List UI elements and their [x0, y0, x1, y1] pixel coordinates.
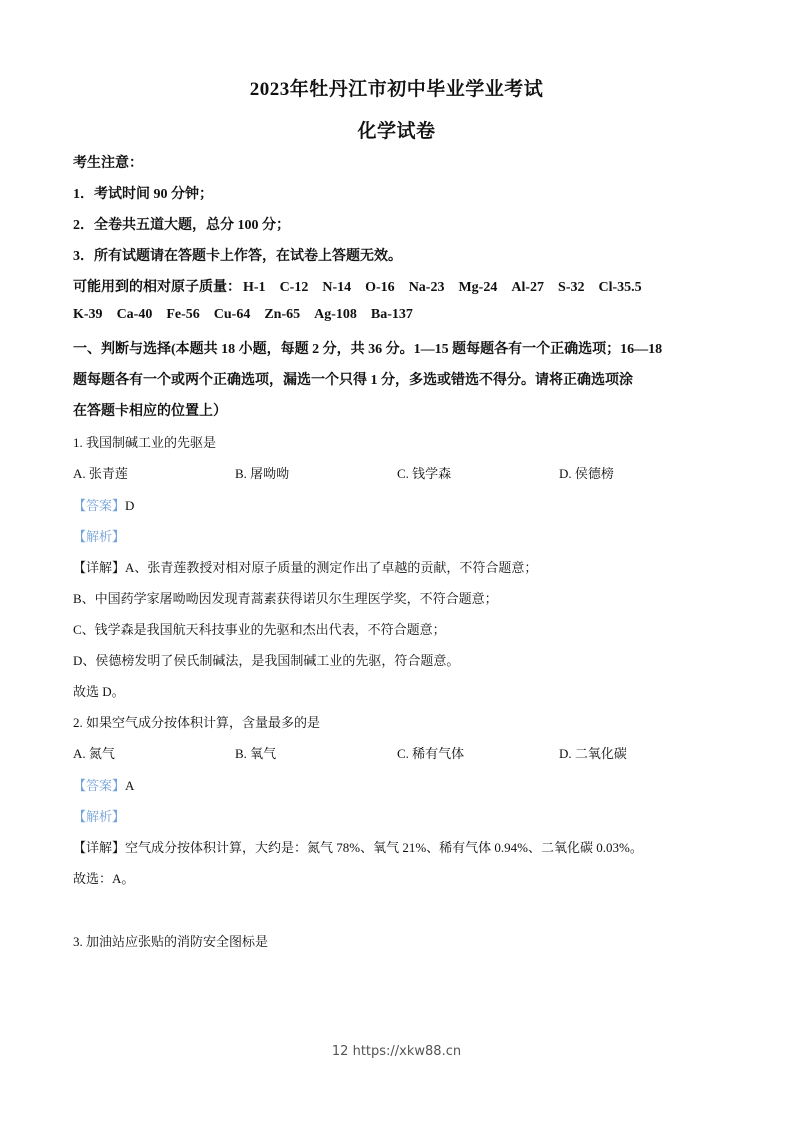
q2-option-a: A. 氮气 [73, 746, 115, 761]
question-1-answer [73, 495, 134, 514]
answer-tag: 【答案】 [73, 778, 126, 793]
q1-option-b: B. 屠呦呦 [235, 466, 290, 481]
mass-c: C-12 [279, 280, 309, 295]
question-2-conclusion: 故选：A。 [73, 871, 135, 886]
detail-tag: 【详解】 [73, 560, 126, 575]
atomic-mass-line-2 [73, 307, 427, 323]
mass-al: Al-27 [511, 280, 545, 295]
question-2-answer [73, 775, 134, 794]
mass-ag: Ag-108 [314, 307, 357, 322]
mass-cl: Cl-35.5 [598, 280, 642, 295]
atomic-mass-label: 可能用到的相对原子质量： [73, 280, 241, 295]
mass-mg: Mg-24 [458, 280, 498, 295]
notice-heading: 考生注意： [73, 156, 143, 171]
mass-ca: Ca-40 [116, 307, 153, 322]
analysis-tag: 【解析】 [73, 529, 126, 544]
question-1-stem: 1. 我国制碱工业的先驱是 [73, 435, 217, 450]
answer-value: D [125, 498, 135, 513]
exam-title: 2023年牡丹江市初中毕业学业考试 [249, 79, 544, 100]
detail-text: A、张青莲教授对相对原子质量的测定作出了卓越的贡献，不符合题意； [125, 560, 538, 575]
page-footer: 12 https://xkw88.cn [331, 1044, 462, 1059]
question-2-detail [73, 837, 643, 856]
mass-fe: Fe-56 [166, 307, 200, 322]
mass-h: H-1 [243, 280, 266, 295]
mass-k: K-39 [73, 307, 103, 322]
mass-ba: Ba-137 [370, 307, 413, 322]
answer-value: A [125, 778, 135, 793]
q1-option-a: A. 张青莲 [73, 466, 128, 481]
section1-instructions-1: 一、判断与选择(本题共 18 小题，每题 2 分，共 36 分。1—15 题每题各有一个正确选项；16—18 [73, 342, 663, 357]
mass-na: Na-23 [408, 280, 445, 295]
notice-item-1: 1．考试时间 90 分钟； [73, 187, 213, 202]
exam-subtitle: 化学试卷 [357, 121, 436, 142]
question-2-analysis [73, 806, 125, 825]
atomic-mass-line-1 [73, 276, 656, 296]
question-3-stem: 3. 加油站应张贴的消防安全图标是 [73, 934, 269, 949]
q2-option-d: D. 二氧化碳 [559, 746, 627, 761]
question-1-detail-c: C、钱学森是我国航天科技事业的先驱和杰出代表，不符合题意； [73, 622, 446, 637]
question-1-detail-a [73, 557, 537, 576]
answer-tag: 【答案】 [73, 498, 126, 513]
mass-s: S-32 [558, 280, 585, 295]
analysis-tag: 【解析】 [73, 809, 126, 824]
question-1-detail-b: B、中国药学家屠呦呦因发现青蒿素获得诺贝尔生理医学奖，不符合题意； [73, 591, 498, 606]
question-2-stem: 2. 如果空气成分按体积计算，含量最多的是 [73, 715, 321, 730]
section1-instructions-3: 在答题卡相应的位置上） [73, 404, 227, 419]
q2-option-c: C. 稀有气体 [397, 746, 465, 761]
notice-item-3: 3．所有试题请在答题卡上作答，在试卷上答题无效。 [73, 249, 402, 264]
mass-n: N-14 [322, 280, 352, 295]
mass-o: O-16 [365, 280, 395, 295]
notice-item-2: 2．全卷共五道大题，总分 100 分； [73, 218, 290, 233]
q1-option-d: D. 侯德榜 [559, 466, 614, 481]
q1-option-c: C. 钱学森 [397, 466, 452, 481]
question-1-analysis [73, 526, 125, 545]
q2-option-b: B. 氧气 [235, 746, 277, 761]
detail-tag: 【详解】 [73, 840, 126, 855]
section1-instructions-2: 题每题各有一个或两个正确选项，漏选一个只得 1 分，多选或错选不得分。请将正确选项涂 [73, 373, 633, 388]
mass-zn: Zn-65 [264, 307, 301, 322]
question-1-conclusion: 故选 D。 [73, 684, 125, 699]
detail-text: 空气成分按体积计算，大约是：氮气 78%、氧气 21%、稀有气体 0.94%、二氧化碳 0.03%。 [125, 840, 643, 855]
question-1-detail-d: D、侯德榜发明了侯氏制碱法，是我国制碱工业的先驱，符合题意。 [73, 653, 460, 668]
mass-cu: Cu-64 [213, 307, 251, 322]
